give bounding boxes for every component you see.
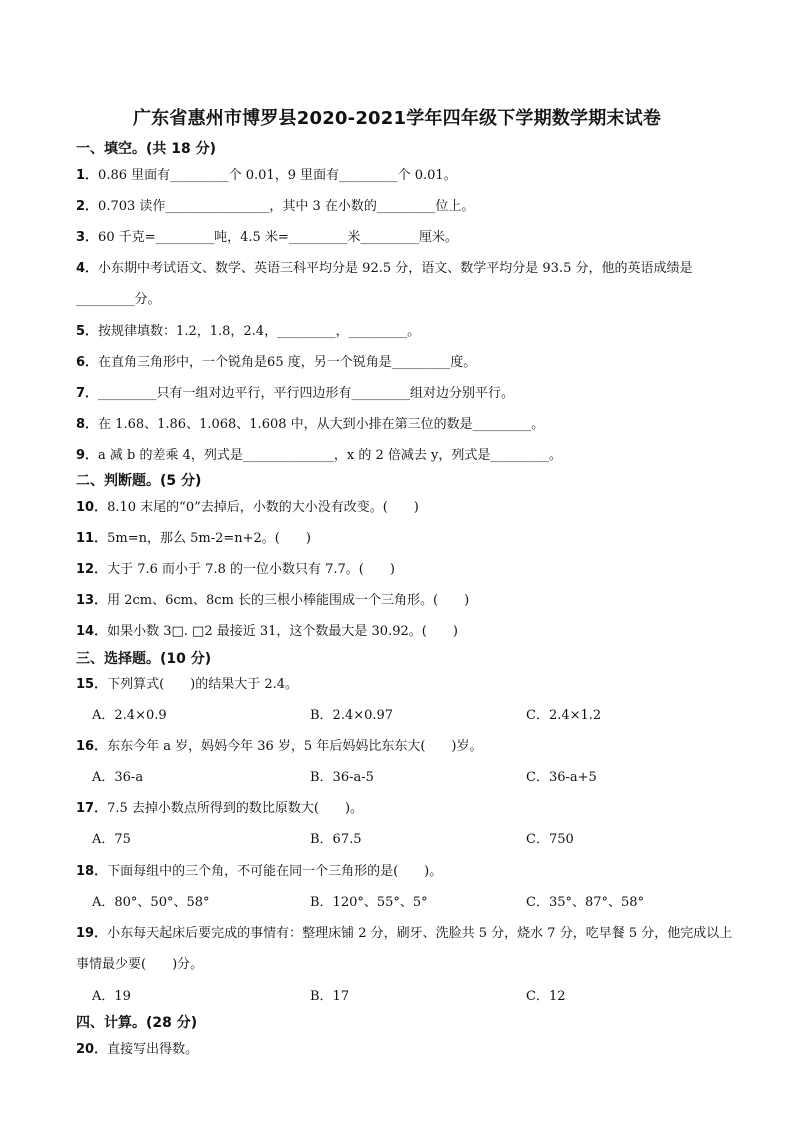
question-12 [76,561,736,579]
question-text: 0.86 里面有_________个 0.01，9 里面有_________个 0.01。 [98,168,457,183]
page-title: 广东省惠州市博罗县2020-2021学年四年级下学期数学期末试卷 [132,108,662,129]
question-text: 下面每组中的三个角，不可能在同一个三角形的是( )。 [107,864,443,879]
question-11 [76,530,736,548]
question-text: 8.10 末尾的“0”去掉后，小数的大小没有改变。( ) [107,500,419,515]
question-number: 13． [76,593,108,608]
option-a: A．2.4×0.9 [92,708,167,723]
question-number: 15． [76,677,108,692]
question-number: 18． [76,864,108,879]
question-text: 下列算式( )的结果大于 2.4。 [107,677,299,692]
question-number: 12． [76,562,108,577]
question-text: 东东今年 a 岁，妈妈今年 36 岁，5 年后妈妈比东东大( )岁。 [107,739,483,754]
option-a: A．36-a [92,770,144,785]
question-number: 19． [76,926,108,941]
question-16 [76,738,736,756]
question-text: 60 千克=_________吨，4.5 米=_________米_________厘米。 [98,230,458,245]
question-number: 9． [76,448,99,463]
question-text: 小东每天起床后要完成的事情有：整理床铺 2 分，刷牙、洗脸共 5 分，烧水 7 分，吃早餐 5 分，他完成以上事情最少要( )分。 [76,926,733,972]
question-6 [76,354,736,372]
question-text: 0.703 读作________________，其中 3 在小数的_________位上。 [98,199,475,214]
question-7 [76,385,736,403]
section-heading-calculation: 四、计算。(28 分) [76,1015,198,1031]
question-text: 在直角三角形中，一个锐角是65 度，另一个锐角是_________度。 [98,355,477,370]
question-number: 16． [76,739,108,754]
question-text: 按规律填数：1.2，1.8，2.4，_________，_________。 [98,324,421,339]
question-1 [76,167,736,185]
question-number: 14． [76,624,108,639]
section-heading-fill-in: 一、填空。(共 18 分) [76,141,217,157]
question-15 [76,676,736,694]
question-13 [76,592,736,610]
section-heading-judgement: 二、判断题。(5 分) [76,473,202,489]
question-number: 3． [76,230,99,245]
question-text: 如果小数 3□. □2 最接近 31，这个数最大是 30.92。( ) [107,624,458,639]
question-17 [76,800,736,818]
question-number: 20． [76,1042,108,1057]
question-number: 6． [76,355,99,370]
option-c: C．36-a+5 [526,770,597,785]
question-number: 11． [76,531,108,546]
option-c: C．2.4×1.2 [526,708,602,723]
option-b: B．120°、55°、5° [310,895,428,910]
question-4 [76,253,736,315]
question-number: 2． [76,199,99,214]
option-a: A．75 [92,832,131,847]
question-8 [76,416,736,434]
question-19 [76,918,736,980]
option-b: B．36-a-5 [310,770,374,785]
option-b: B．17 [310,989,350,1004]
question-text: 用 2cm、6cm、8cm 长的三根小棒能围成一个三角形。( ) [107,593,470,608]
question-20 [76,1041,736,1059]
question-text: 直接写出得数。 [107,1042,199,1057]
option-c: C．35°、87°、58° [526,895,645,910]
section-heading-choice: 三、选择题。(10 分) [76,651,212,667]
question-2 [76,198,736,216]
question-text: 5m=n，那么 5m-2=n+2。( ) [107,531,311,546]
option-a: A．80°、50°、58° [92,895,210,910]
question-text: 在 1.68、1.86、1.068、1.608 中，从大到小排在第三位的数是_________。 [98,417,545,432]
question-number: 10． [76,500,108,515]
question-text: _________只有一组对边平行，平行四边形有_________组对边分别平行。 [98,386,515,401]
question-number: 7． [76,386,99,401]
question-number: 1． [76,168,99,183]
option-c: C．12 [526,989,566,1004]
question-number: 8． [76,417,99,432]
option-b: B．2.4×0.97 [310,708,394,723]
question-number: 17． [76,801,108,816]
question-10 [76,499,736,517]
question-text: 大于 7.6 而小于 7.8 的一位小数只有 7.7。( ) [107,562,395,577]
option-c: C．750 [526,832,574,847]
option-a: A．19 [92,989,131,1004]
question-text: 7.5 去掉小数点所得到的数比原数大( )。 [107,801,364,816]
question-number: 4． [76,261,99,276]
question-18 [76,863,736,881]
question-14 [76,623,736,641]
question-9 [76,447,736,465]
question-3 [76,229,736,247]
question-number: 5． [76,324,99,339]
question-text: a 减 b 的差乘 4，列式是______________，x 的 2 倍减去 y，列式是_________。 [98,448,562,463]
question-5 [76,323,736,341]
option-b: B．67.5 [310,832,362,847]
question-text: 小东期中考试语文、数学、英语三科平均分是 92.5 分，语文、数学平均分是 93.5 分，他的英语成绩是_________分。 [76,261,693,307]
